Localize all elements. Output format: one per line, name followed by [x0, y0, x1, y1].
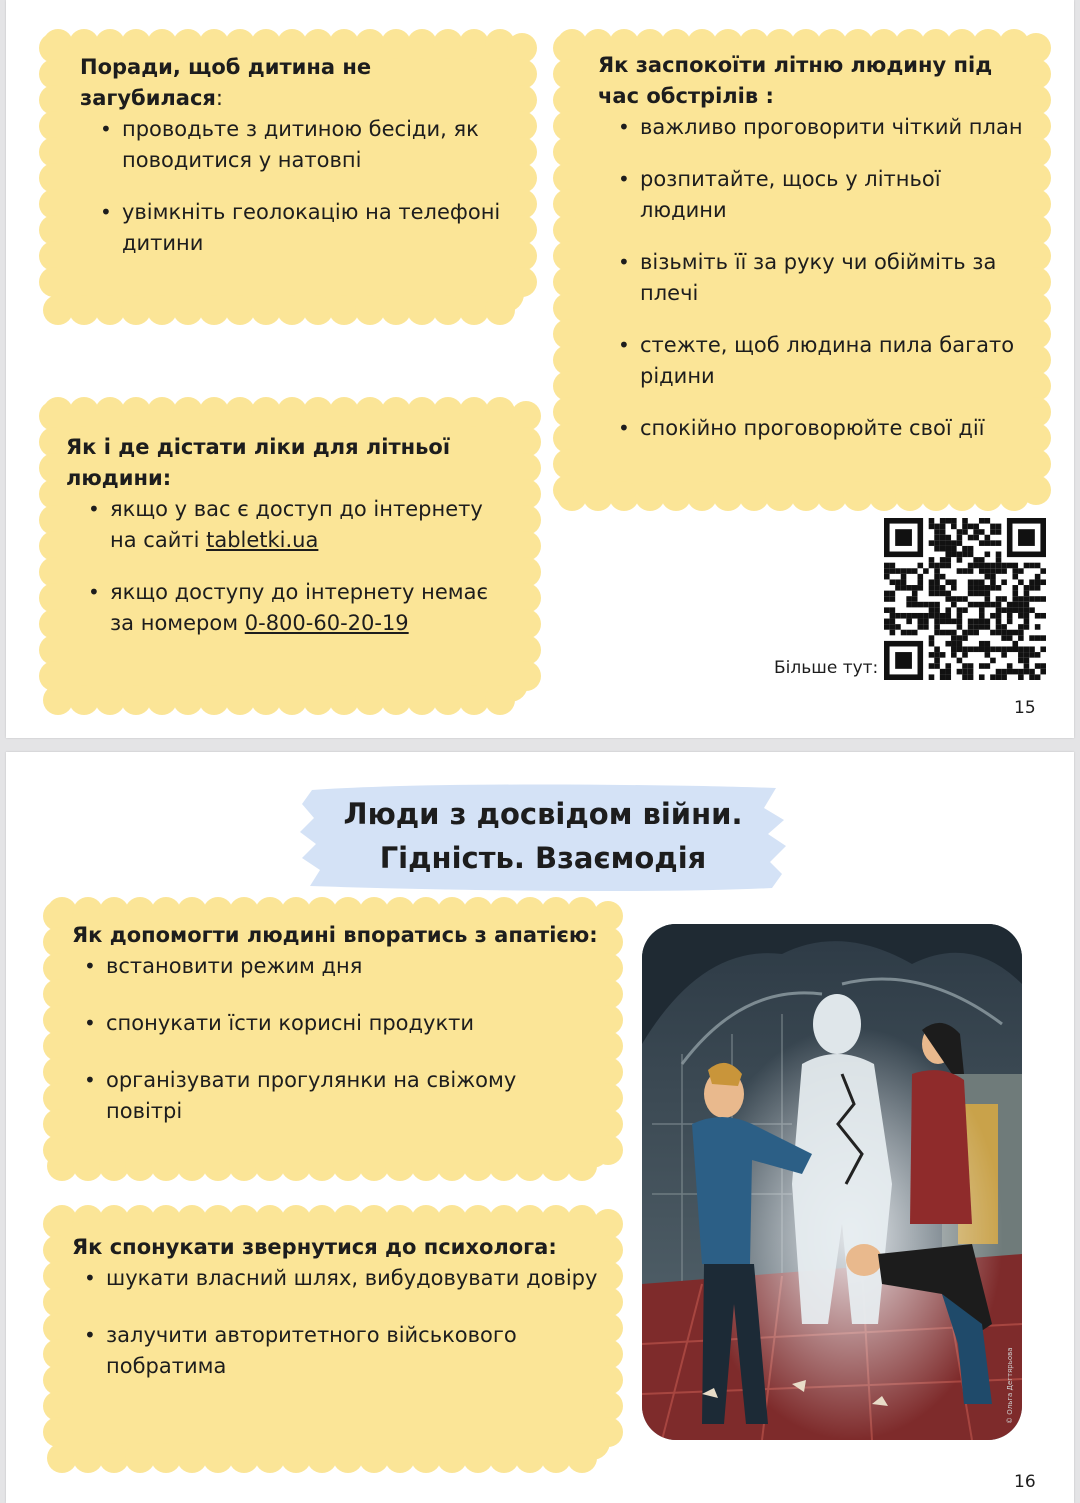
tips-medicine-card — [40, 398, 540, 714]
illustration-image — [642, 924, 1022, 1440]
card-title: Як спонукати звернутися до психолога: — [72, 1235, 557, 1259]
page-number: 15 — [1014, 698, 1036, 718]
page-number: 16 — [1014, 1472, 1036, 1492]
tips-list — [72, 494, 514, 639]
tips-list — [68, 951, 598, 1127]
page-16 — [6, 752, 1074, 1503]
list-item: • спонукати їсти корисні продукти — [68, 1008, 598, 1039]
list-item: • залучити авторитетного військового побратима — [68, 1320, 598, 1382]
card-title: Як допомогти людині впоратись з апатією: — [72, 923, 598, 947]
card-title: Як заспокоїти літню людину під час обстрілів : — [598, 53, 993, 108]
tips-elderly-calm-card — [554, 30, 1050, 510]
list-item: • організувати прогулянки на свіжому повітрі — [68, 1065, 598, 1127]
list-item: • важливо проговорити чіткий план — [602, 112, 1026, 143]
hotline-phone-link[interactable]: 0-800-60-20-19 — [244, 611, 409, 635]
list-item: • якщо у вас є доступ до інтернету на сайті tabletki.ua — [72, 494, 514, 556]
list-item: • шукати власний шлях, вибудовувати довіру — [68, 1263, 598, 1294]
qr-label: Більше тут: — [774, 658, 879, 678]
card-title: Поради, щоб дитина не загубилася: — [80, 55, 372, 110]
illustration-signature: © Ольга Дегтярьова — [1006, 1347, 1014, 1424]
qr-code-icon[interactable] — [884, 518, 1046, 680]
page-title-line-1: Люди з досвідом війни. — [343, 797, 743, 831]
list-item: • візьміть її за руку чи обійміть за плечі — [602, 247, 1026, 309]
tips-list — [84, 114, 506, 259]
list-item: • увімкніть геолокацію на телефоні дитини — [84, 197, 506, 259]
list-item: • якщо доступу до інтернету немає за номером 0-800-60-20-19 — [72, 577, 514, 639]
tips-psychologist-card — [44, 1206, 622, 1472]
war-experience-illustration — [642, 924, 1022, 1440]
list-item: • встановити режим дня — [68, 951, 598, 982]
page-15 — [6, 0, 1074, 738]
list-item: • розпитайте, щось у літньої людини — [602, 164, 1026, 226]
list-item: • проводьте з дитиною бесіди, як поводитися у натовпі — [84, 114, 506, 176]
tips-apathy-card — [44, 898, 622, 1180]
tips-child-card — [40, 30, 536, 324]
tabletki-link[interactable]: tabletki.ua — [206, 528, 319, 552]
tips-list — [602, 112, 1026, 444]
tips-list — [68, 1263, 598, 1382]
title-banner — [298, 782, 788, 894]
card-title: Як і де дістати ліки для літньої людини: — [66, 435, 451, 490]
list-item: • спокійно проговорюйте свої дії — [602, 413, 1026, 444]
page-title-line-2: Гідність. Взаємодія — [379, 841, 707, 875]
list-item: • стежте, щоб людина пила багато рідини — [602, 330, 1026, 392]
